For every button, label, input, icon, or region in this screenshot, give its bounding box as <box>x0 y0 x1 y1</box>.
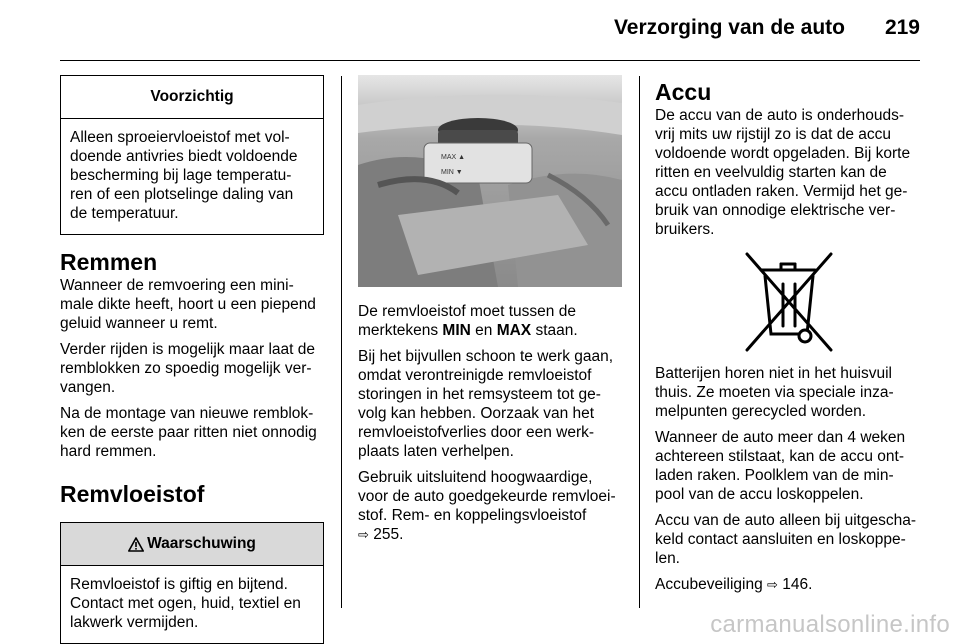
min-marking: MIN ▼ <box>441 169 463 176</box>
max-label: MAX <box>496 322 532 339</box>
page-header-title: Verzorging van de auto <box>613 16 845 39</box>
brake-fluid-paragraph-1: De remvloeistof moet tussen de merktekens MIN en MAX staan. <box>358 303 578 339</box>
caution-title: Voorzichtig <box>61 76 323 119</box>
column-2 <box>358 75 622 551</box>
warning-title: Waarschuwing <box>147 535 256 552</box>
page-reference-255[interactable]: 255. <box>373 526 404 543</box>
brake-fluid-paragraph-3: Gebruik uitsluitend hoogwaardige, voor de auto goedgekeurde remvloei- stof. Rem- en koppelingsvloeistof ⇨ 255. <box>358 469 616 543</box>
watermark: carmanualsonline.info <box>710 611 950 638</box>
brake-fluid-paragraph-2: Bij het bijvullen schoon te werk gaan, omdat verontreinigde remvloeistof storingen in het remsysteem tot ge- volg kan hebben. Oorzaak van het remvloeistofverlies door een werk- plaats laten verhelpen. <box>358 348 614 460</box>
caution-text: Alleen sproeiervloeistof met vol- doende antivries biedt voldoende bescherming bij lage temperatu- ren of een plotselinge daling van de temperatuur. <box>70 129 298 222</box>
battery-paragraph-5: Accubeveiliging ⇨ 146. <box>655 576 813 593</box>
page-number: 219 <box>884 16 920 39</box>
caution-box <box>60 75 324 235</box>
min-label: MIN <box>442 322 471 339</box>
brakes-paragraph-2: Verder rijden is mogelijk maar laat de remblokken zo spoedig mogelijk ver- vangen. <box>60 341 316 396</box>
brakes-paragraph-1: Wanneer de remvoering een mini- male dikte heeft, hoort u een piepend geluid wanneer u remt. <box>60 277 316 332</box>
battery-paragraph-3: Wanneer de auto meer dan 4 weken achtereen stilstaat, kan de accu ont- laden raken. Poolklem van de min- pool van de accu loskoppelen. <box>655 429 906 503</box>
warning-text: Remvloeistof is giftig en bijtend. Contact met ogen, huid, textiel en lakwerk vermijden. <box>70 576 301 631</box>
header-rule <box>60 60 920 61</box>
warning-triangle-icon <box>128 537 144 552</box>
battery-paragraph-2: Batterijen horen niet in het huisvuil thuis. Ze moeten via speciale inza- melpunten gerecycled worden. <box>655 365 894 420</box>
crossed-out-wheelie-bin-icon <box>733 246 843 354</box>
warning-box <box>60 522 324 644</box>
column-3 <box>655 75 921 601</box>
page-reference-arrow-icon: ⇨ <box>767 577 778 592</box>
page-reference-arrow-icon: ⇨ <box>358 527 369 542</box>
max-marking: MAX ▲ <box>441 154 466 161</box>
battery-paragraph-4: Accu van de auto alleen bij uitgescha- keld contact aansluiten en loskoppe- len. <box>655 512 917 567</box>
warning-header <box>61 523 323 566</box>
brakes-heading: Remmen <box>60 249 158 275</box>
brakes-paragraph-3: Na de montage van nieuwe remblok- ken de eerste paar ritten niet onnodig hard remmen. <box>60 405 317 460</box>
battery-heading: Accu <box>655 79 712 105</box>
brake-fluid-reservoir-photo <box>358 75 622 287</box>
battery-paragraph-1: De accu van de auto is onderhouds- vrij mits uw rijstijl zo is dat de accu voldoende wordt opgeladen. Bij korte ritten en veelvuldig starten kan de accu ontladen raken. Vermijd het ge- bruik van onnodige elektrische ver- bruikers. <box>655 107 911 238</box>
column-divider-right <box>639 76 640 608</box>
column-divider-left <box>341 76 342 608</box>
page-reference-146[interactable]: 146. <box>782 576 813 593</box>
column-1 <box>60 75 324 644</box>
brake-fluid-heading: Remvloeistof <box>60 481 205 507</box>
